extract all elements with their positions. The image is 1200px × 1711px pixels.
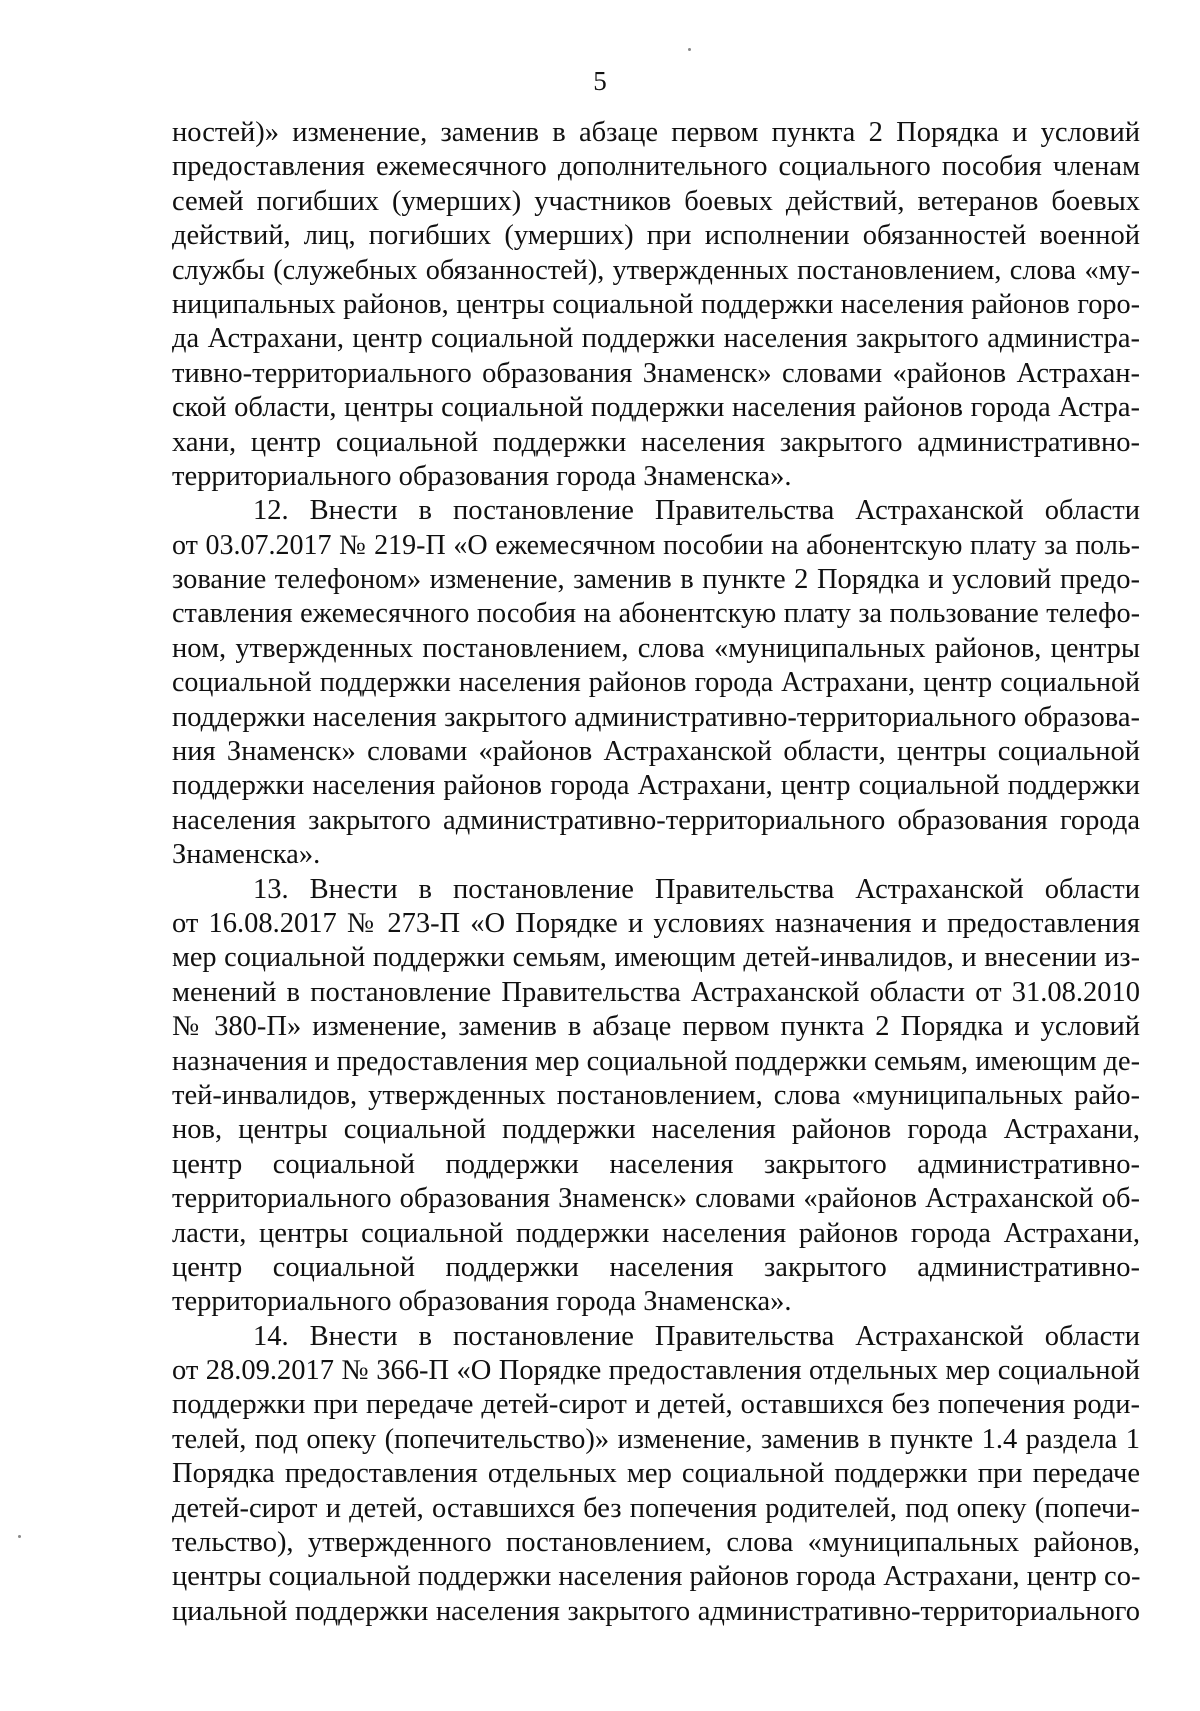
text-line: № 380-П» изменение, заменив в абзаце первом пункта 2 Порядка и условий bbox=[172, 1011, 1140, 1043]
text-line: населения закрытого административно-территориального образования города bbox=[172, 804, 1140, 836]
text-line: 14. Внести в постановление Правительства Астраханской области bbox=[253, 1320, 1140, 1352]
text-line: назначения и предоставления мер социальной поддержки семьям, имеющим де- bbox=[172, 1045, 1140, 1077]
text-line: центр социальной поддержки населения закрытого административно- bbox=[172, 1251, 1140, 1283]
text-line: да Астрахани, центр социальной поддержки населения закрытого администра- bbox=[172, 323, 1140, 355]
text-line: территориального образования города Знаменска». bbox=[172, 1286, 792, 1318]
text-line: поддержки при передаче детей-сирот и детей, оставшихся без попечения роди- bbox=[172, 1389, 1140, 1421]
text-line: тей-инвалидов, утвержденных постановлением, слова «муниципальных райо- bbox=[172, 1079, 1140, 1111]
text-line: Порядка предоставления отдельных мер социальной поддержки при передаче bbox=[172, 1458, 1140, 1490]
text-line: центр социальной поддержки населения закрытого административно- bbox=[172, 1148, 1140, 1180]
text-line: хани, центр социальной поддержки населения закрытого административно- bbox=[172, 426, 1140, 458]
scan-speck bbox=[688, 48, 691, 51]
text-line: от 03.07.2017 № 219-П «О ежемесячном пособии на абонентскую плату за поль- bbox=[172, 529, 1140, 561]
text-line: территориального образования города Знаменска». bbox=[172, 460, 792, 492]
scan-speck bbox=[18, 1535, 21, 1538]
page-number: 5 bbox=[593, 66, 607, 96]
text-line: ласти, центры социальной поддержки населения районов города Астрахани, bbox=[172, 1217, 1140, 1249]
document-body bbox=[172, 116, 1140, 1629]
text-line: поддержки населения районов города Астрахани, центр социальной поддержки bbox=[172, 770, 1140, 802]
text-line: тивно-территориального образования Знаменск» словами «районов Астрахан- bbox=[172, 357, 1140, 389]
text-line: 13. Внести в постановление Правительства Астраханской области bbox=[253, 873, 1140, 905]
text-line: ской области, центры социальной поддержки населения районов города Астра- bbox=[172, 392, 1140, 424]
text-line: действий, лиц, погибших (умерших) при исполнении обязанностей военной bbox=[172, 220, 1140, 252]
text-line: службы (служебных обязанностей), утвержденных постановлением, слова «му- bbox=[172, 254, 1140, 286]
text-line: 12. Внести в постановление Правительства Астраханской области bbox=[253, 495, 1140, 527]
text-line: социальной поддержки населения районов города Астрахани, центр социальной bbox=[172, 667, 1140, 699]
text-line: предоставления ежемесячного дополнительного социального пособия членам bbox=[172, 151, 1140, 183]
text-line: циальной поддержки населения закрытого административно-территориального bbox=[172, 1595, 1140, 1627]
text-line: от 16.08.2017 № 273-П «О Порядке и условиях назначения и предоставления bbox=[172, 907, 1140, 939]
text-line: телей, под опеку (попечительство)» изменение, заменив в пункте 1.4 раздела 1 bbox=[172, 1423, 1140, 1455]
text-line: ностей)» изменение, заменив в абзаце первом пункта 2 Порядка и условий bbox=[172, 117, 1140, 148]
text-line: семей погибших (умерших) участников боевых действий, ветеранов боевых bbox=[172, 185, 1140, 217]
text-line: детей-сирот и детей, оставшихся без попечения родителей, под опеку (попечи- bbox=[172, 1492, 1140, 1524]
text-line: тельство), утвержденного постановлением, слова «муниципальных районов, bbox=[172, 1527, 1140, 1559]
text-line: Знаменска». bbox=[172, 839, 321, 871]
text-line: нов, центры социальной поддержки населения районов города Астрахани, bbox=[172, 1114, 1140, 1146]
text-line: ниципальных районов, центры социальной поддержки населения районов горо- bbox=[172, 288, 1140, 320]
text-line: менений в постановление Правительства Астраханской области от 31.08.2010 bbox=[172, 976, 1140, 1008]
text-line: территориального образования Знаменск» словами «районов Астраханской об- bbox=[172, 1183, 1140, 1215]
text-line: поддержки населения закрытого административно-территориального образова- bbox=[172, 701, 1140, 733]
text-line: центры социальной поддержки населения районов города Астрахани, центр со- bbox=[172, 1561, 1140, 1593]
text-line: ния Знаменск» словами «районов Астраханской области, центры социальной bbox=[172, 736, 1140, 768]
text-line: ном, утвержденных постановлением, слова «муниципальных районов, центры bbox=[172, 632, 1140, 664]
text-line: ставления ежемесячного пособия на абонентскую плату за пользование телефо- bbox=[172, 598, 1140, 630]
text-line: зование телефоном» изменение, заменив в пункте 2 Порядка и условий предо- bbox=[172, 564, 1140, 596]
text-line: от 28.09.2017 № 366-П «О Порядке предоставления отдельных мер социальной bbox=[172, 1355, 1140, 1387]
text-line: мер социальной поддержки семьям, имеющим детей-инвалидов, и внесении из- bbox=[172, 942, 1140, 974]
